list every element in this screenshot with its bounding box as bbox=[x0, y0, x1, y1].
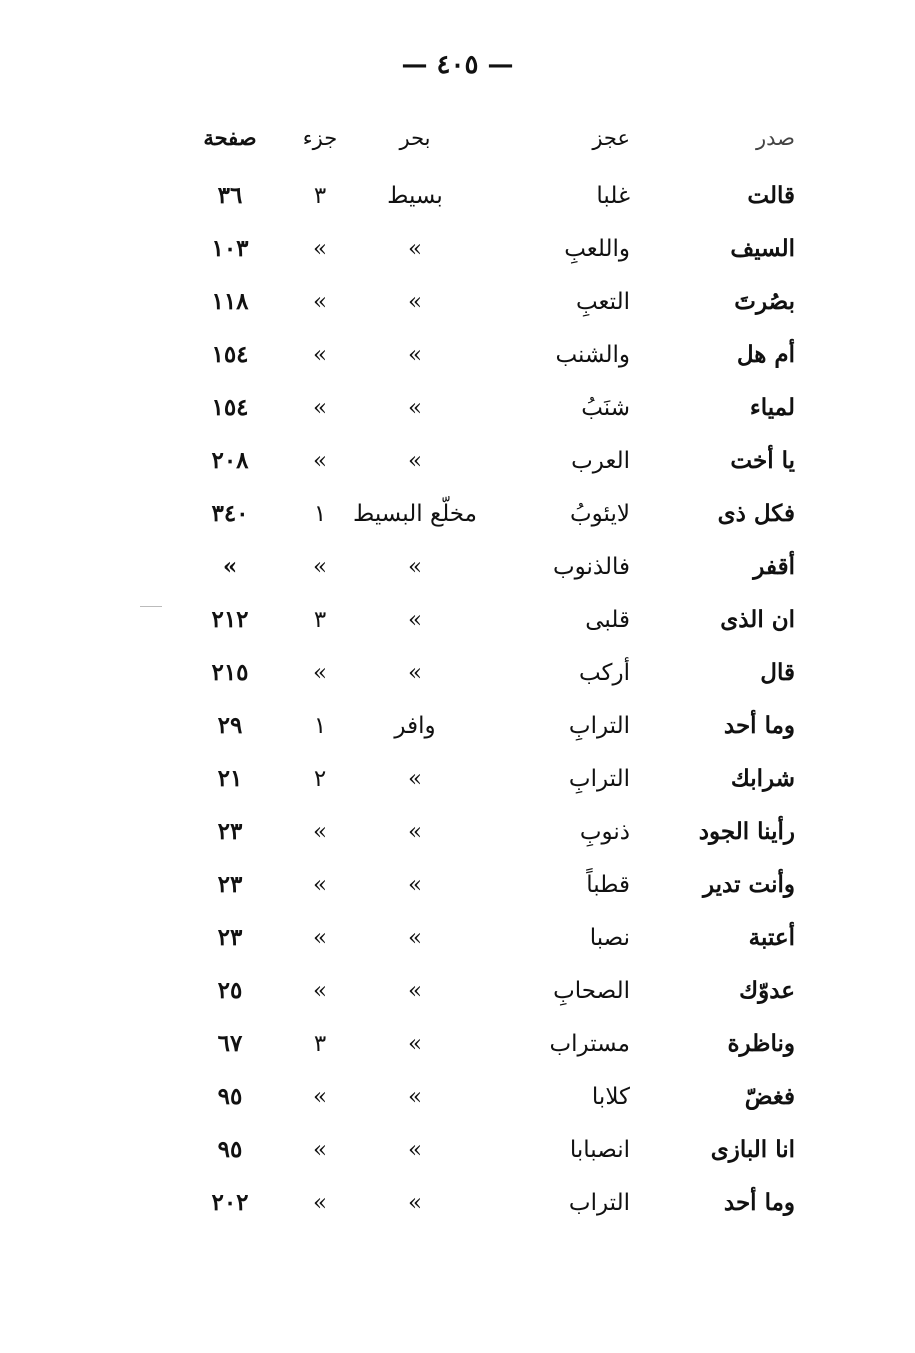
cell-bahr: » bbox=[407, 925, 423, 951]
cell-bahr: » bbox=[407, 978, 423, 1004]
header-ajz: عجز bbox=[592, 126, 630, 150]
cell-juz: » bbox=[312, 554, 328, 580]
cell-bahr: » bbox=[407, 1084, 423, 1110]
cell-bahr: » bbox=[407, 1137, 423, 1163]
cell-safha: ١١٨ bbox=[211, 288, 249, 315]
cell-sadr: وناظرة bbox=[727, 1030, 795, 1057]
cell-ajz: غلبا bbox=[596, 183, 630, 209]
cell-bahr: » bbox=[407, 660, 423, 686]
cell-juz: » bbox=[312, 289, 328, 315]
cell-safha: ٣٦ bbox=[217, 182, 243, 209]
cell-sadr: أم هل bbox=[736, 341, 795, 368]
cell-sadr: أعتبة bbox=[748, 924, 795, 951]
header-juz: جزء bbox=[302, 126, 338, 150]
cell-safha: ١٠٣ bbox=[211, 235, 249, 262]
cell-sadr: وما أحد bbox=[723, 712, 795, 739]
cell-ajz: شنَبُ bbox=[581, 395, 630, 421]
cell-bahr: » bbox=[407, 448, 423, 474]
cell-ajz: الترابِ bbox=[568, 713, 630, 739]
cell-juz: ٢ bbox=[313, 766, 327, 792]
cell-ajz: قطباً bbox=[586, 872, 630, 898]
table-row bbox=[175, 494, 815, 547]
cell-safha: ٢٥ bbox=[217, 977, 243, 1004]
table-row bbox=[175, 653, 815, 706]
cell-juz: » bbox=[312, 342, 328, 368]
table-row bbox=[175, 812, 815, 865]
cell-ajz: التعبِ bbox=[575, 289, 630, 315]
cell-bahr: » bbox=[407, 766, 423, 792]
header-bahr: بحر bbox=[399, 126, 431, 150]
cell-bahr: » bbox=[407, 236, 423, 262]
cell-juz: » bbox=[312, 1190, 328, 1216]
cell-juz: » bbox=[312, 448, 328, 474]
cell-ajz: والشنب bbox=[555, 342, 630, 368]
cell-ajz: التراب bbox=[568, 1190, 630, 1216]
cell-bahr: مخلّع البسيط bbox=[353, 501, 477, 527]
table-row bbox=[175, 176, 815, 229]
cell-juz: » bbox=[312, 1137, 328, 1163]
cell-safha: ١٥٤ bbox=[211, 341, 249, 368]
cell-juz: » bbox=[312, 819, 328, 845]
cell-juz: ١ bbox=[313, 501, 327, 527]
cell-ajz: أركب bbox=[578, 660, 630, 686]
table-row bbox=[175, 865, 815, 918]
table-header-row bbox=[175, 118, 815, 176]
cell-safha: ٢٠٢ bbox=[211, 1189, 249, 1216]
table-row bbox=[175, 1183, 815, 1236]
cell-safha: ٦٧ bbox=[217, 1030, 243, 1057]
table-row bbox=[175, 229, 815, 282]
cell-safha: ٢٩ bbox=[217, 712, 243, 739]
cell-ajz: قلبى bbox=[585, 607, 630, 633]
cell-ajz: واللعبِ bbox=[564, 236, 630, 262]
cell-sadr: فكل ذى bbox=[717, 500, 795, 527]
cell-sadr: وما أحد bbox=[723, 1189, 795, 1216]
table-row bbox=[175, 335, 815, 388]
cell-safha: ٢٠٨ bbox=[211, 447, 249, 474]
table-row bbox=[175, 1130, 815, 1183]
cell-bahr: » bbox=[407, 607, 423, 633]
cell-bahr: » bbox=[407, 819, 423, 845]
cell-ajz: الترابِ bbox=[568, 766, 630, 792]
cell-safha: ٩٥ bbox=[217, 1136, 243, 1163]
table-row bbox=[175, 282, 815, 335]
cell-safha: » bbox=[222, 553, 238, 580]
cell-bahr: » bbox=[407, 342, 423, 368]
cell-sadr: شرابك bbox=[730, 765, 795, 792]
cell-sadr: انا البازى bbox=[710, 1136, 795, 1163]
cell-sadr: قال bbox=[760, 659, 795, 686]
cell-safha: ٩٥ bbox=[217, 1083, 243, 1110]
cell-juz: » bbox=[312, 660, 328, 686]
table-row bbox=[175, 706, 815, 759]
cell-sadr: فغضّ bbox=[744, 1083, 795, 1110]
cell-bahr: بسيط bbox=[387, 183, 443, 209]
cell-ajz: مستراب bbox=[549, 1031, 630, 1057]
cell-sadr: قالت bbox=[747, 182, 795, 209]
table-row bbox=[175, 441, 815, 494]
table-row bbox=[175, 918, 815, 971]
cell-sadr: أقفر bbox=[753, 553, 795, 580]
cell-safha: ١٥٤ bbox=[211, 394, 249, 421]
cell-sadr: لمياء bbox=[749, 394, 795, 421]
cell-bahr: وافر bbox=[394, 713, 436, 739]
cell-bahr: » bbox=[407, 395, 423, 421]
cell-sadr: يا أخت bbox=[730, 447, 795, 474]
cell-juz: ٣ bbox=[313, 1031, 327, 1057]
cell-ajz: فالذنوب bbox=[552, 554, 630, 580]
cell-ajz: الصحابِ bbox=[553, 978, 630, 1004]
cell-ajz: ذنوبِ bbox=[579, 819, 630, 845]
cell-juz: » bbox=[312, 1084, 328, 1110]
cell-juz: » bbox=[312, 395, 328, 421]
cell-juz: ٣ bbox=[313, 607, 327, 633]
header-sadr: صدر bbox=[756, 126, 795, 150]
cell-ajz: انصبابا bbox=[569, 1137, 630, 1163]
cell-bahr: » bbox=[407, 1190, 423, 1216]
cell-ajz: لايئوبُ bbox=[570, 501, 630, 527]
table-row bbox=[175, 1077, 815, 1130]
table-row bbox=[175, 388, 815, 441]
cell-juz: ١ bbox=[313, 713, 327, 739]
cell-juz: » bbox=[312, 978, 328, 1004]
cell-safha: ٢١ bbox=[217, 765, 243, 792]
cell-ajz: نصبا bbox=[589, 925, 630, 951]
cell-ajz: كلابا bbox=[591, 1084, 630, 1110]
cell-sadr: السيف bbox=[730, 235, 795, 262]
verse-index-table bbox=[175, 118, 815, 1236]
cell-safha: ٣٤٠ bbox=[211, 500, 249, 527]
cell-safha: ٢٣ bbox=[217, 924, 243, 951]
cell-safha: ٢١٥ bbox=[211, 659, 249, 686]
scan-mark bbox=[140, 606, 162, 607]
header-safha: صفحة bbox=[203, 125, 257, 150]
table-row bbox=[175, 600, 815, 653]
cell-juz: » bbox=[312, 872, 328, 898]
table-row bbox=[175, 971, 815, 1024]
cell-bahr: » bbox=[407, 289, 423, 315]
cell-juz: » bbox=[312, 236, 328, 262]
cell-ajz: العرب bbox=[571, 448, 630, 474]
cell-sadr: ان الذى bbox=[720, 606, 795, 633]
table-row bbox=[175, 547, 815, 600]
cell-juz: ٣ bbox=[313, 183, 327, 209]
cell-bahr: » bbox=[407, 1031, 423, 1057]
cell-safha: ٢١٢ bbox=[211, 606, 249, 633]
cell-sadr: وأنت تدير bbox=[702, 871, 795, 898]
cell-bahr: » bbox=[407, 554, 423, 580]
cell-juz: » bbox=[312, 925, 328, 951]
cell-bahr: » bbox=[407, 872, 423, 898]
page-number: — ٤٠٥ — bbox=[401, 50, 514, 80]
table-row bbox=[175, 759, 815, 812]
cell-sadr: عدوّك bbox=[739, 977, 795, 1004]
table-row bbox=[175, 1024, 815, 1077]
cell-safha: ٢٣ bbox=[217, 871, 243, 898]
cell-sadr: بصُرتَ bbox=[734, 288, 795, 315]
cell-sadr: رأينا الجود bbox=[698, 818, 795, 845]
cell-safha: ٢٣ bbox=[217, 818, 243, 845]
